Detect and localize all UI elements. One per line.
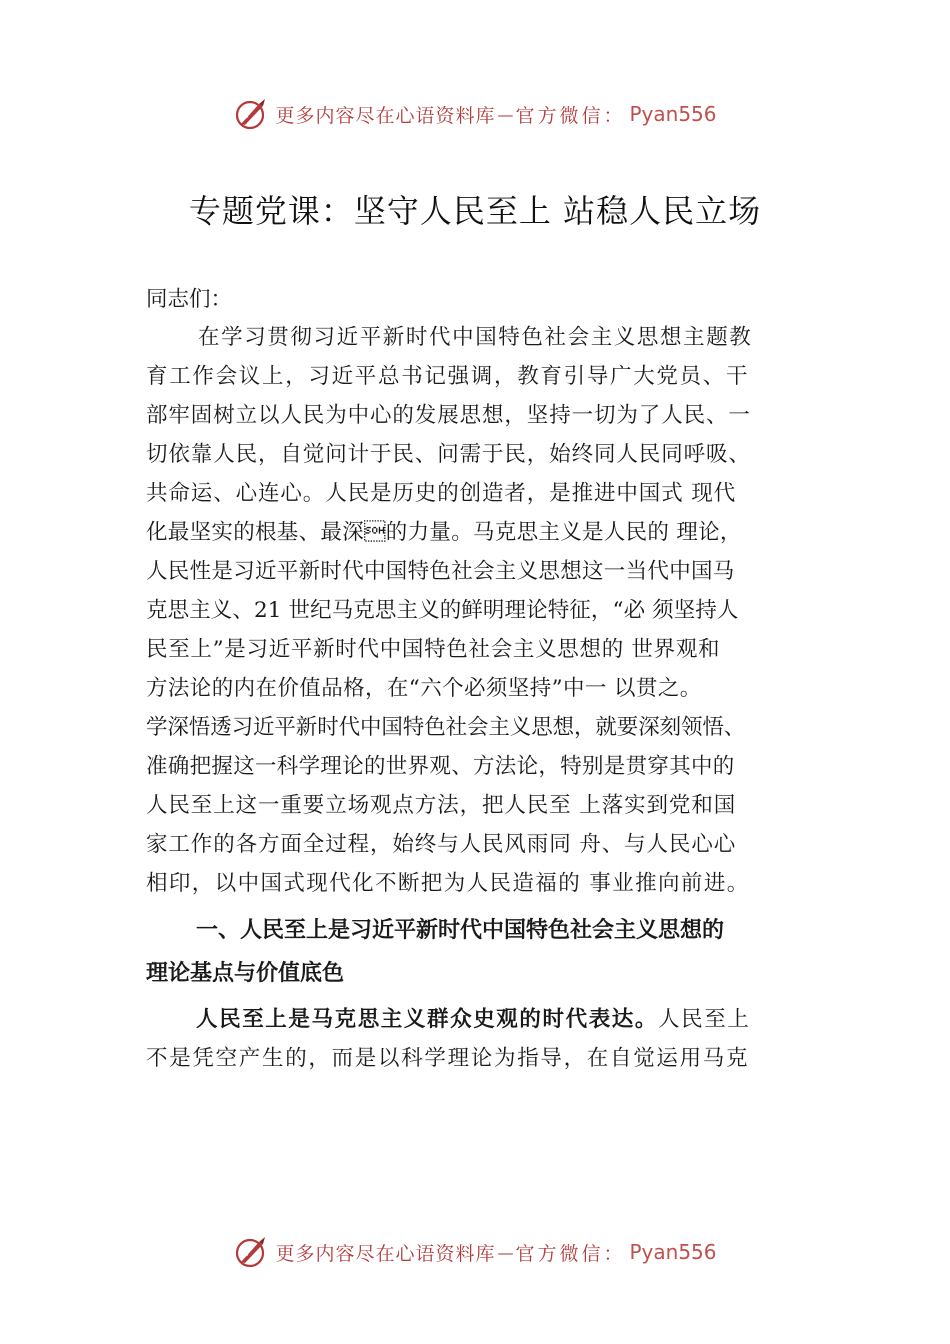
wechat-id: Pyan556 (629, 1240, 717, 1264)
body-line: 化最坚实的根基、最深的力量。马克思主义是人民的 理论， (146, 520, 742, 545)
wechat-id: Pyan556 (629, 102, 717, 126)
footer-banner (0, 1232, 950, 1272)
body-line: 相印，以中国式现代化不断把为人民造福的 事业推向前进。 (146, 871, 750, 896)
body-line: 共命运、心连心。人民是历史的创造者，是推进中国式 现代 (146, 481, 737, 506)
banner-text: 更多内容尽在心语资料库 (275, 1242, 496, 1265)
body-line: 在学习贯彻习近平新时代中国特色社会主义思想主题教 (198, 325, 753, 350)
body-line: 克思主义、21 世纪马克思主义的鲜明理论特征，“必 须坚持人 (146, 598, 739, 623)
body-line: 人民至上这一重要立场观点方法，把人民至 上落实到党和国 (146, 793, 737, 818)
section-heading: 一、人民至上是习近平新时代中国特色社会主义思想的 (196, 918, 725, 943)
quill-pen-logo-icon (233, 1234, 269, 1270)
body-line: 切依靠人民，自觉问计于民、问需于民，始终同人民同呼吸、 (146, 442, 751, 467)
body-line: 不是凭空产生的，而是以科学理论为指导，在自觉运用马克 (146, 1046, 750, 1071)
paragraph-lead-bold: 人民至上是马克思主义群众史观的时代表达。 (196, 1007, 659, 1032)
banner-separator: — (497, 104, 514, 124)
body-line: 人民性是习近平新时代中国特色社会主义思想这一当代中国马 (146, 559, 735, 584)
section-heading-cont: 理论基点与价值底色 (146, 961, 345, 986)
body-line: 家工作的各方面全过程，始终与人民风雨同 舟、与人民心心 (146, 832, 737, 857)
wechat-label: 官方微信： (515, 1242, 626, 1265)
page-title: 专题党课：坚守人民至上 站稳人民立场 (188, 192, 762, 230)
header-banner (0, 94, 950, 134)
body-line: 民至上”是习近平新时代中国特色社会主义思想的 世界观和 (146, 637, 721, 662)
paragraph-lead (196, 1003, 750, 1037)
body-line: 部牢固树立以人民为中心的发展思想，坚持一切为了人民、一 (146, 403, 751, 428)
body-line: 学深悟透习近平新时代中国特色社会主义思想，就要深刻领悟、 (146, 715, 746, 740)
body-line: 育工作会议上，习近平总书记强调，教育引导广大党员、干 (146, 364, 750, 389)
quill-pen-logo-icon (233, 96, 269, 132)
banner-separator: — (497, 1242, 514, 1262)
banner-text: 更多内容尽在心语资料库 (275, 104, 496, 127)
body-line: 方法论的内在价值品格，在“六个必须坚持”中一 以贯之。 (146, 676, 702, 701)
wechat-label: 官方微信： (515, 104, 626, 127)
salutation: 同志们： (146, 287, 233, 312)
body-line: 准确把握这一科学理论的世界观、方法论，特别是贯穿其中的 (146, 754, 735, 779)
paragraph-lead-rest: 人民至上 (658, 1007, 751, 1032)
